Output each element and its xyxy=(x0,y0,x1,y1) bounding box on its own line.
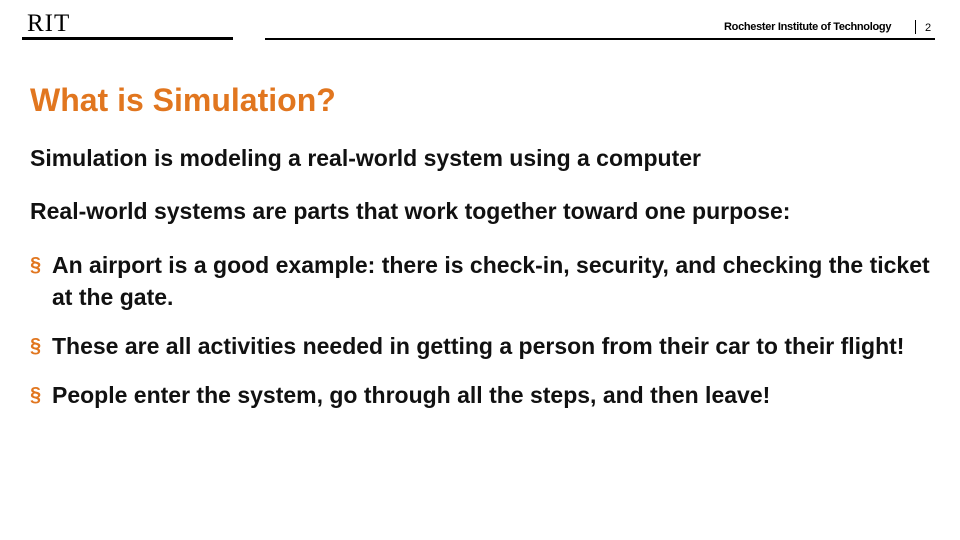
slide-body xyxy=(30,143,940,428)
page-number: 2 xyxy=(925,22,932,34)
page-number-divider xyxy=(915,20,916,34)
bullet-marker-icon: § xyxy=(30,254,42,276)
bullet-people-flow xyxy=(30,379,940,411)
bullet-marker-icon: § xyxy=(30,384,42,406)
header-rule-left xyxy=(22,37,233,40)
rit-logo: RIT xyxy=(27,10,71,37)
header-rule-right xyxy=(265,38,935,40)
institute-name: Rochester Institute of Technology xyxy=(724,21,892,33)
paragraph-simulation-definition: Simulation is modeling a real-world system using a computer xyxy=(30,145,701,171)
bullet-airport-example xyxy=(30,249,940,313)
bullet-activities xyxy=(30,330,940,362)
bullet-marker-icon: § xyxy=(30,335,42,357)
bullet-text: An airport is a good example: there is check-in, security, and checking the ticket at the gate. xyxy=(52,252,930,310)
bullet-text: People enter the system, go through all the steps, and then leave! xyxy=(52,382,771,408)
bullet-text: These are all activities needed in getting a person from their car to their flight! xyxy=(52,333,905,359)
paragraph-real-world-systems: Real-world systems are parts that work together toward one purpose: xyxy=(30,198,791,224)
slide-title: What is Simulation? xyxy=(30,82,336,118)
